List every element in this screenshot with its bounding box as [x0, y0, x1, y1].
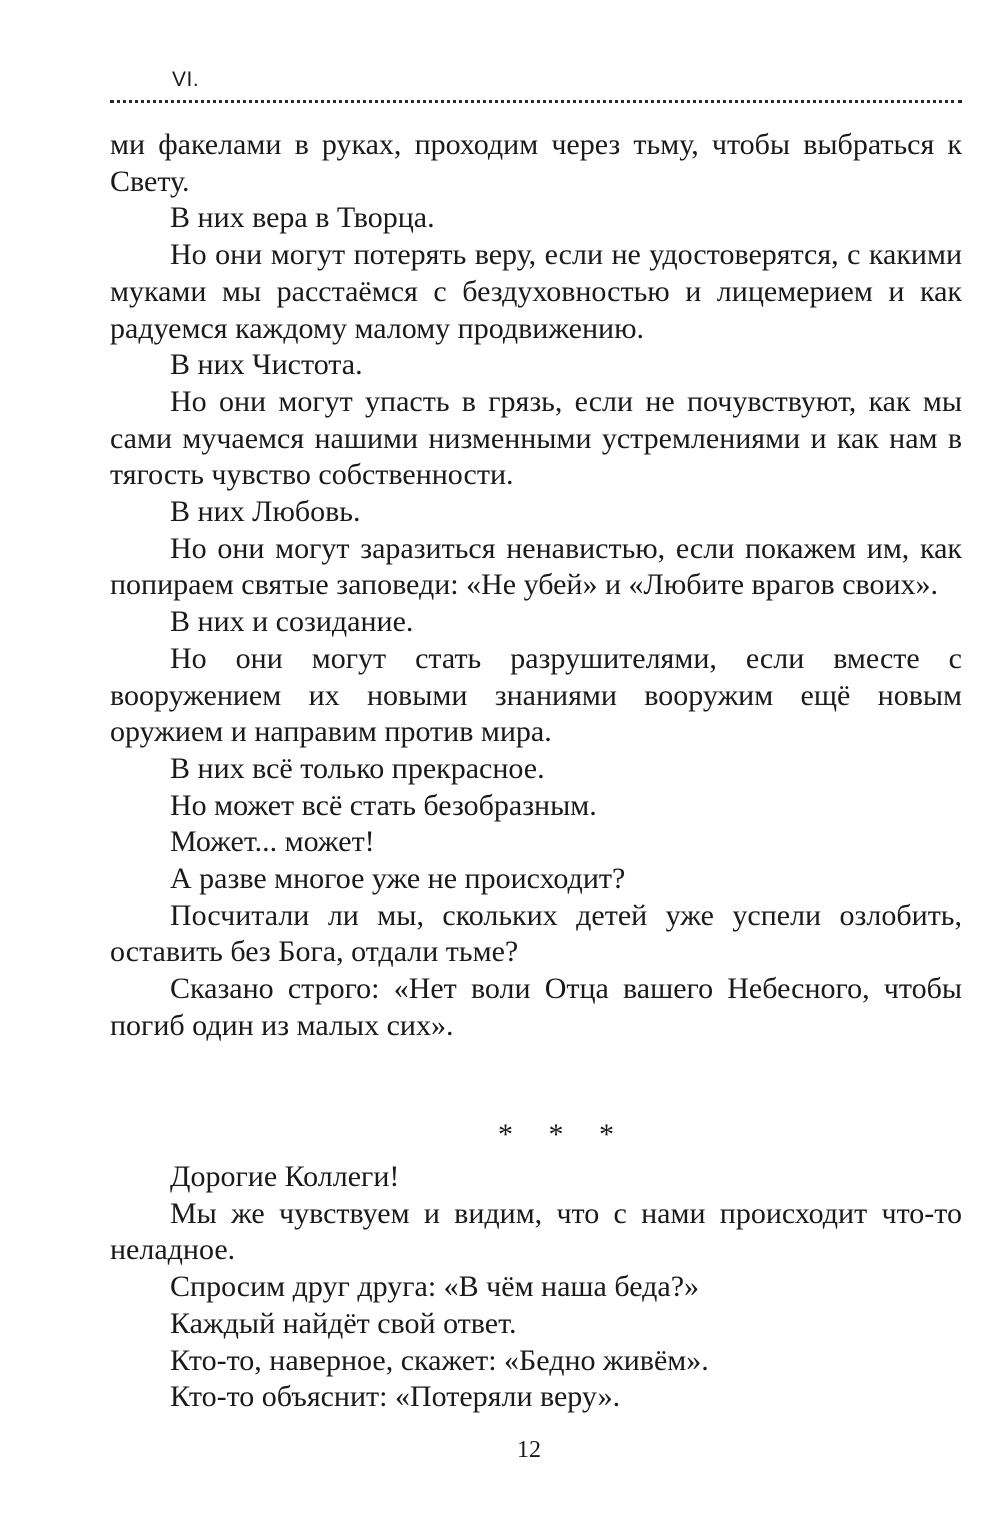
main-text [110, 127, 962, 1045]
paragraph: ми факелами в руках, проходим через тьму, чтобы выбраться к Свету. [110, 128, 962, 198]
paragraph: В них Любовь. [170, 495, 361, 529]
paragraph: Сказано строго: «Нет воли Отца вашего Небесного, чтобы погиб один из малых сих». [110, 972, 962, 1042]
paragraph: Но они могут упасть в грязь, если не почувствуют, как мы сами мучаемся нашими низменными устремлениями и как нам в тягость чувство собственности. [110, 384, 962, 492]
paragraph: Каждый найдёт свой ответ. [170, 1306, 517, 1340]
paragraph: Дорогие Коллеги! [170, 1160, 400, 1193]
paragraph: Спросим друг друга: «В чём наша беда?» [170, 1270, 700, 1304]
paragraph: В них вера в Творца. [170, 201, 435, 235]
paragraph: В них всё только прекрасное. [170, 751, 545, 785]
paragraph: Кто-то объяснит: «Потеряли веру». [170, 1380, 621, 1414]
paragraph: Посчитали ли мы, скольких детей уже успели озлобить, оставить без Бога, отдали тьме? [110, 898, 962, 969]
paragraph: Может... может! [170, 825, 375, 859]
page-number: 12 [517, 1437, 541, 1463]
paragraph: Кто-то, наверное, скажет: «Бедно живём». [170, 1343, 709, 1377]
paragraph: Но они могут потерять веру, если не удостоверятся, с какими муками мы расстаёмся с бездуховностью и лицемерием и как радуемся каждому малому продвижению. [110, 238, 962, 345]
secondary-text [110, 1159, 962, 1416]
running-head: VI. [172, 68, 200, 91]
paragraph: В них и созидание. [170, 605, 414, 639]
paragraph: А разве многое уже не происходит? [170, 862, 626, 896]
paragraph: В них Чистота. [170, 348, 363, 382]
section-separator: * * * [498, 1118, 628, 1151]
paragraph: Но они могут заразиться ненавистью, если покажем им, как попираем святые заповеди: «Не убей» и «Любите врагов своих». [110, 531, 962, 602]
paragraph: Но может всё стать безобразным. [170, 788, 597, 822]
paragraph: Мы же чувствуем и видим, что с нами происходит что-то неладное. [110, 1196, 962, 1267]
dotted-divider [110, 100, 962, 103]
paragraph: Но они могут стать разрушителями, если вместе с вооружением их новыми знаниями вооружим ещё новым оружием и направим против мира. [110, 641, 962, 749]
